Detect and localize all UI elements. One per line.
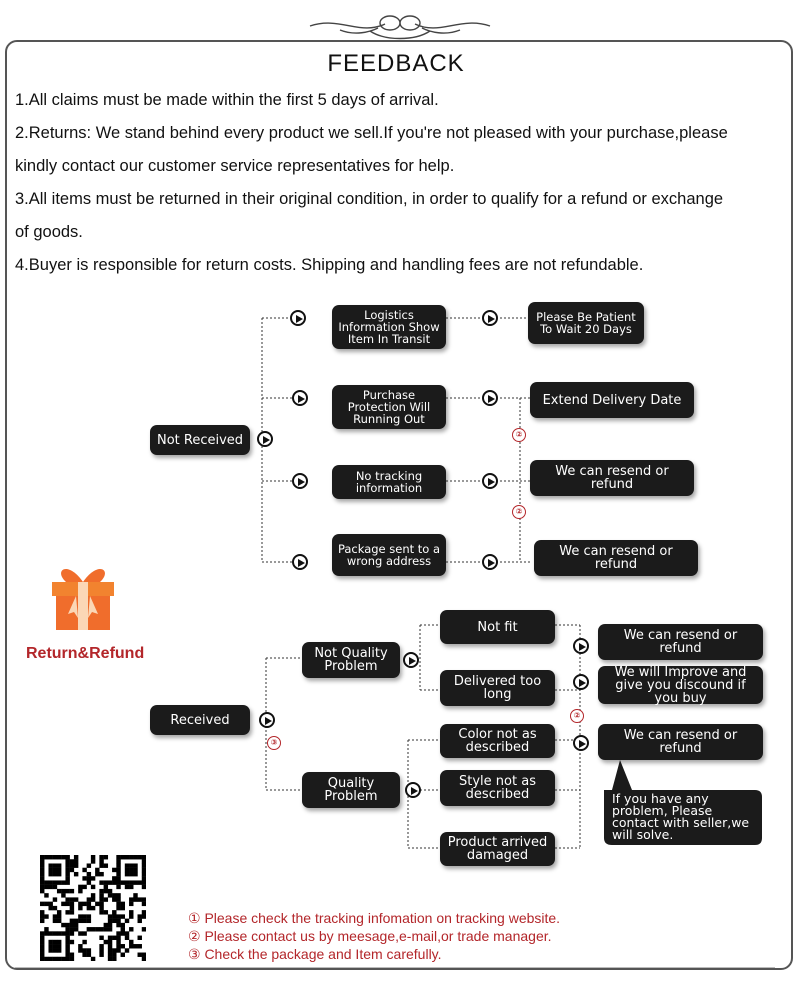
arrow-icon xyxy=(292,554,308,570)
arrow-icon xyxy=(292,473,308,489)
not-received-box: Not Received xyxy=(150,425,250,455)
arrow-icon xyxy=(405,782,421,798)
outcome-improve-box: We will Improve and give you discound if you buy xyxy=(598,666,763,704)
return-refund-label: Return&Refund xyxy=(26,645,145,662)
outcome-resend-box: We can resend or refund xyxy=(598,724,763,760)
not-quality-box: Not Quality Problem xyxy=(302,642,400,678)
marker-three: ③ xyxy=(267,736,281,750)
arrow-icon xyxy=(573,638,589,654)
arrow-icon xyxy=(573,735,589,751)
arrow-icon xyxy=(292,390,308,406)
note-line: ③ Check the package and Item carefully. xyxy=(188,946,442,962)
rule-line: 2.Returns: We stand behind every product we sell.If you're not pleased with your purchase,please xyxy=(15,124,728,142)
issue-box: Color not as described xyxy=(440,724,555,758)
arrow-icon xyxy=(573,674,589,690)
received-box: Received xyxy=(150,705,250,735)
divider xyxy=(15,967,775,968)
arrow-icon xyxy=(403,652,419,668)
rule-line: of goods. xyxy=(15,223,83,241)
page-title: FEEDBACK xyxy=(312,44,480,84)
gift-icon xyxy=(48,560,118,632)
arrow-icon xyxy=(482,473,498,489)
outcome-resend-box: We can resend or refund xyxy=(534,540,698,576)
issue-box: Not fit xyxy=(440,610,555,644)
note-line: ② Please contact us by meesage,e-mail,or trade manager. xyxy=(188,928,552,944)
arrow-icon xyxy=(482,310,498,326)
marker-two: ② xyxy=(512,428,526,442)
marker-two: ② xyxy=(570,709,584,723)
rule-line: 3.All items must be returned in their original condition, in order to qualify for a refund or exchange xyxy=(15,190,724,208)
arrow-icon xyxy=(482,554,498,570)
branch-wrong-address-box: Package sent to a wrong address xyxy=(332,534,446,576)
rule-line: 4.Buyer is responsible for return costs. Shipping and handling fees are not refundable. xyxy=(15,256,644,274)
arrow-icon xyxy=(259,712,275,728)
arrow-icon xyxy=(290,310,306,326)
outcome-resend-box: We can resend or refund xyxy=(530,460,694,496)
qr-code xyxy=(40,855,146,961)
branch-protection-box: Purchase Protection Will Running Out xyxy=(332,385,446,429)
outcome-extend-box: Extend Delivery Date xyxy=(530,382,694,418)
marker-two: ② xyxy=(512,505,526,519)
arrow-icon xyxy=(257,431,273,447)
issue-box: Style not as described xyxy=(440,770,555,806)
contact-bubble: If you have any problem, Please contact with seller,we will solve. xyxy=(612,791,750,842)
arrow-icon xyxy=(482,390,498,406)
quality-box: Quality Problem xyxy=(302,772,400,808)
branch-transit-box: Logistics Information Show Item In Transit xyxy=(332,305,446,349)
issue-box: Delivered too long xyxy=(440,670,555,706)
outcome-wait-box: Please Be Patient To Wait 20 Days xyxy=(528,302,644,344)
note-line: ① Please check the tracking infomation on tracking website. xyxy=(188,910,561,926)
rule-line: 1.All claims must be made within the first 5 days of arrival. xyxy=(15,91,439,109)
outcome-resend-box: We can resend or refund xyxy=(598,624,763,660)
rule-line: kindly contact our customer service representatives for help. xyxy=(15,157,455,175)
branch-no-tracking-box: No tracking information xyxy=(332,465,446,499)
issue-box: Product arrived damaged xyxy=(440,832,555,866)
